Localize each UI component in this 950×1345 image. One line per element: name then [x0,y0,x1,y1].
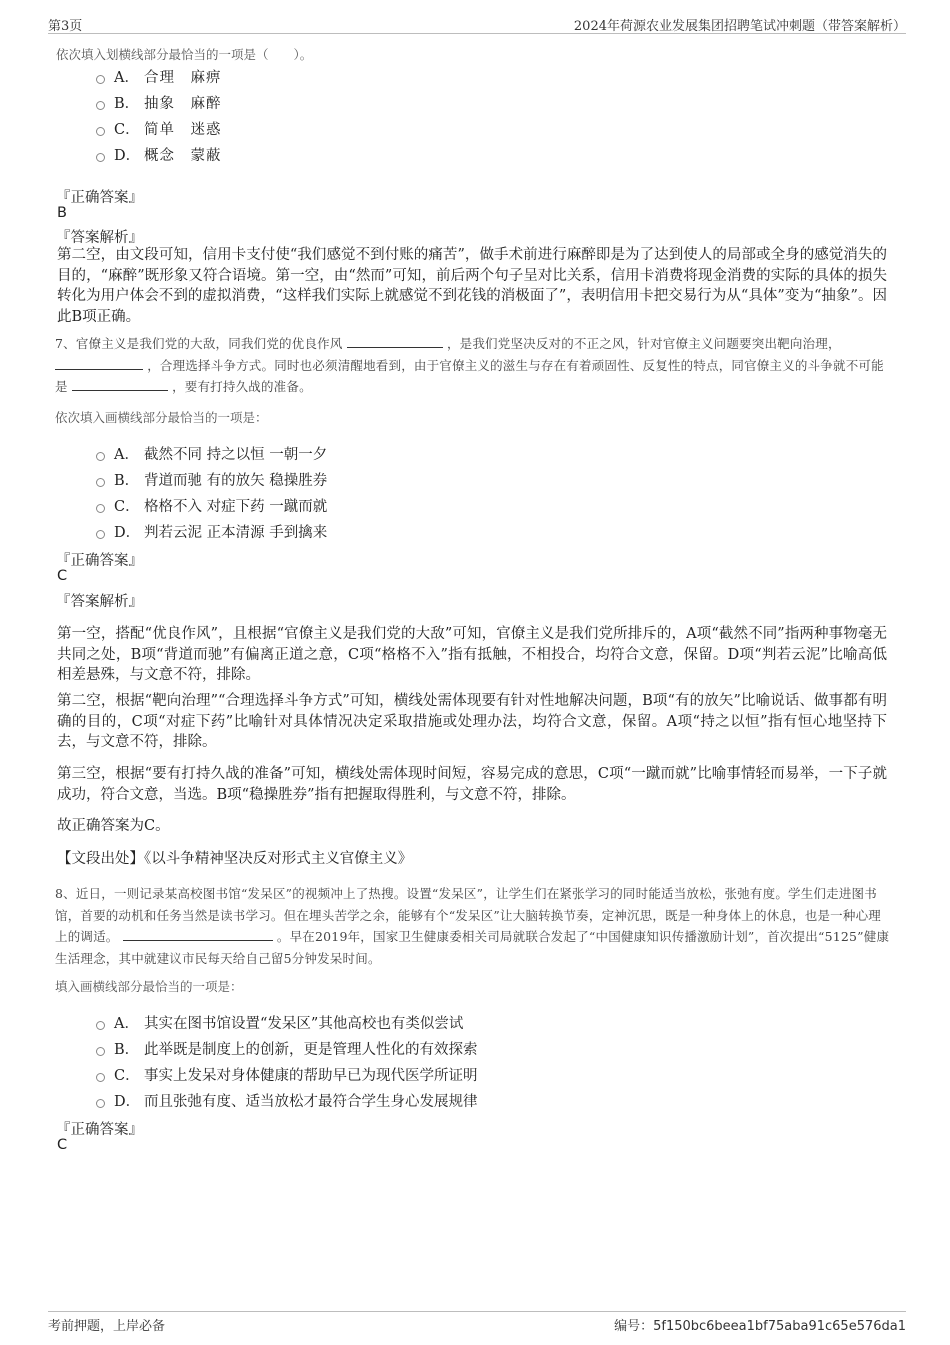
radio-button[interactable] [96,478,105,487]
footer-code [614,1315,906,1334]
q6-prompt: 依次填入划横线部分最恰当的一项是（ ）。 [56,47,313,62]
q7-option-c[interactable] [96,495,327,516]
document-title: 2024年荷源农业发展集团招聘笔试冲刺题（带答案解析） [573,19,906,34]
option-letter: C． [114,122,140,138]
option-letter: A． [114,447,139,463]
footer-code-value: 5f150bc6beea1bf75aba91c65e576da1 [653,1319,906,1334]
footer-slogan: 考前押题，上岸必备 [48,1319,166,1334]
q8-option-d[interactable] [96,1090,478,1111]
radio-button[interactable] [96,530,105,539]
q7-conclusion: 故正确答案为C。 [57,818,170,834]
option-letter: C． [114,1068,140,1084]
q6-option-a[interactable] [96,66,222,87]
option-letter: D． [114,1094,141,1110]
q7-stem-part4: ，要有打持久战的准备。 [172,379,312,394]
q6-option-b[interactable] [96,92,222,113]
option-text: 格格不入 对症下药 一蹴而就 [144,499,328,515]
q6-analysis-label: 『答案解析』 [56,230,143,246]
q7-source: 【文段出处】《以斗争精神坚决反对形式主义官僚主义》 [57,851,413,867]
q7-analysis-para-1: 第一空，搭配“优良作风”，且根据“官僚主义是我们党的大敌”可知，官僚主义是我们党所排斥的，A项“截然不同”指两种事物毫无共同之处，B项“背道而驰”有偏离正道之意，C项“格格不入”指有抵触，不相投合，均符合文意，保留。D项“判若云泥”比喻高低相差悬殊，与文意不符，排除。 [57,626,887,683]
radio-button[interactable] [96,1047,105,1056]
footer-divider [48,1311,906,1312]
q8-stem [55,883,890,969]
q7-option-a[interactable] [96,443,327,464]
radio-button[interactable] [96,127,105,136]
option-text: 合理 麻痹 [144,70,222,86]
q6-analysis: 第二空，由文段可知，信用卡支付使“我们感觉不到付账的痛苦”，做手术前进行麻醉即是为了达到使人的局部或全身的感觉消失的目的，“麻醉”既形象又符合语境。第一空，由“然而”可知，前后两个句子呈对比关系，信用卡消费将现金消费的实际的具体的损失转化为用户体会不到的虚拟消费，“这样我们实际上就感觉不到花钱的消极面了”，表明信用卡把交易行为从“具体”变为“抽象”。因此B项正确。 [57,247,887,325]
q7-answer: C [57,568,68,584]
radio-button[interactable] [96,1099,105,1108]
fill-blank [123,928,273,941]
option-text: 简单 迷惑 [144,122,222,138]
option-letter: B． [114,96,140,112]
q8-prompt: 填入画横线部分最恰当的一项是： [55,979,243,994]
option-letter: A． [114,70,139,86]
option-text: 事实上发呆对身体健康的帮助早已为现代医学所证明 [144,1068,478,1084]
option-letter: A． [114,1016,139,1032]
q7-option-d[interactable] [96,521,327,542]
option-text: 概念 蒙蔽 [144,148,222,164]
option-text: 截然不同 持之以恒 一朝一夕 [144,447,328,463]
option-text: 而且张弛有度、适当放松才最符合学生身心发展规律 [144,1094,478,1110]
q7-answer-label: 『正确答案』 [56,553,143,569]
q8-option-b[interactable] [96,1038,478,1059]
fill-blank [347,335,443,348]
q7-stem-part3: ，合理选择斗争方式。同时也必须清醒地看到，由于官僚主义的滋生与存在有着顽固性、反复性的特点，同官僚主义的斗争就不可能是 [55,357,884,394]
q7-analysis-para-3: 第三空，根据“要有打持久战的准备”可知，横线处需体现时间短，容易完成的意思，C项“一蹴而就”比喻事情轻而易举，一下子就成功，符合文意，当选。B项“稳操胜券”指有把握取得胜利，与文意不符，排除。 [57,766,887,803]
option-text: 背道而驰 有的放矢 稳操胜券 [144,473,328,489]
option-text: 判若云泥 正本清源 手到擒来 [144,525,328,541]
q8-option-c[interactable] [96,1064,478,1085]
q8-stem-part1: 8、近日，一则记录某高校图书馆“发呆区”的视频冲上了热搜。设置“发呆区”，让学生们在紧张学习的同时能适当放松，张弛有度。学生们走进图书馆，首要的动机和任务当然是读书学习。但在埋头苦学之余，能够有个“发呆区”让大脑转换节奏，定神沉思，既是一种身体上的休息，也是一种心理上的调适。 [55,886,881,944]
option-letter: C． [114,499,140,515]
radio-button[interactable] [96,101,105,110]
q7-stem-part2: ，是我们党坚决反对的不正之风，针对官僚主义问题要突出靶向治理， [446,336,841,351]
option-text: 其实在图书馆设置“发呆区”其他高校也有类似尝试 [144,1016,464,1032]
q6-option-c[interactable] [96,118,222,139]
fill-blank [72,378,168,391]
q7-prompt: 依次填入画横线部分最恰当的一项是： [55,410,268,425]
footer-code-label: 编号： [614,1319,654,1334]
q6-option-d[interactable] [96,144,222,165]
q7-option-b[interactable] [96,469,327,490]
q8-stem-part2: 。早在2019年，国家卫生健康委相关司局就联合发起了“中国健康知识传播激励计划”，首次提出“5125”健康生活理念，其中就建议市民每天给自己留5分钟发呆时间。 [55,929,890,966]
q8-answer-label: 『正确答案』 [56,1122,143,1138]
option-letter: D． [114,525,141,541]
option-letter: B． [114,473,140,489]
q6-answer: B [57,205,67,221]
radio-button[interactable] [96,452,105,461]
q7-analysis-label: 『答案解析』 [56,594,143,610]
q8-answer: C [57,1137,68,1153]
q6-answer-label: 『正确答案』 [56,190,143,206]
fill-blank [55,357,143,370]
header-divider [48,33,906,34]
option-text: 此举既是制度上的创新，更是管理人性化的有效探索 [144,1042,478,1058]
option-letter: B． [114,1042,140,1058]
q7-stem [55,333,890,398]
radio-button[interactable] [96,1073,105,1082]
q7-analysis-para-2: 第二空，根据“靶向治理”“合理选择斗争方式”可知，横线处需体现要有针对性地解决问题，B项“有的放矢”比喻说话、做事都有明确的目的，C项“对症下药”比喻针对具体情况决定采取措施或处理办法，均符合文意，保留。A项“持之以恒”指有恒心地坚持下去，与文意不符，排除。 [57,693,887,750]
page-number: 第3页 [48,19,83,34]
radio-button[interactable] [96,504,105,513]
radio-button[interactable] [96,153,105,162]
option-text: 抽象 麻醉 [144,96,222,112]
radio-button[interactable] [96,75,105,84]
option-letter: D． [114,148,141,164]
radio-button[interactable] [96,1021,105,1030]
q7-stem-part1: 7、官僚主义是我们党的大敌，同我们党的优良作风 [55,336,343,351]
q8-option-a[interactable] [96,1012,463,1033]
